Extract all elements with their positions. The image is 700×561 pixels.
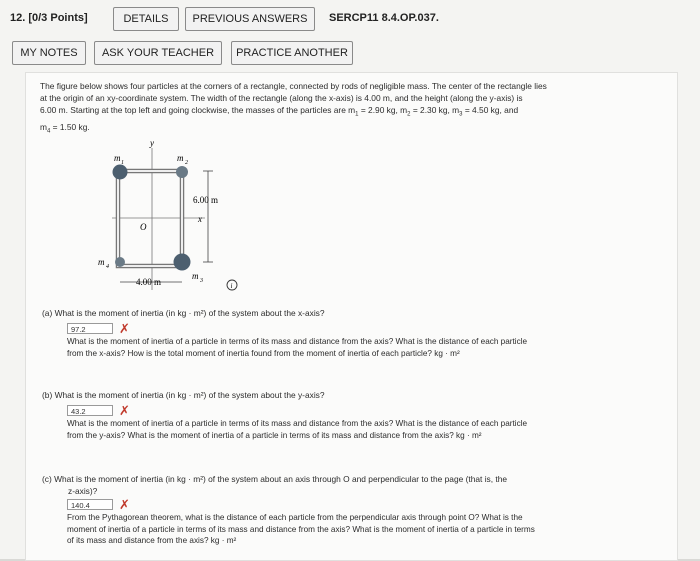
question-label: 12. [0/3 Points] bbox=[10, 12, 88, 24]
height-label: 6.00 m bbox=[193, 195, 219, 205]
part-b-hint: What is the moment of inertia of a particle in terms of its mass and distance from the axis? What is the distance of each particle from the y-axis? What is the moment of inertia of a particle in terms of its mass and distance from the axis? kg · m² bbox=[67, 419, 528, 440]
svg-text:2: 2 bbox=[185, 160, 188, 166]
origin-label: O bbox=[140, 222, 147, 232]
svg-text:i: i bbox=[230, 282, 233, 290]
ask-teacher-button[interactable]: ASK YOUR TEACHER bbox=[94, 41, 222, 65]
svg-text:4: 4 bbox=[106, 264, 109, 270]
svg-text:3: 3 bbox=[200, 278, 203, 284]
particle-m2 bbox=[176, 166, 188, 178]
part-a-answer-field[interactable]: 97.2 bbox=[67, 323, 113, 334]
y-axis-label: y bbox=[150, 138, 154, 148]
rod-frame-outer bbox=[118, 171, 182, 266]
rod-frame-inner bbox=[118, 171, 182, 266]
x-axis-label: x bbox=[198, 214, 202, 224]
part-c-answer-field[interactable]: 140.4 bbox=[67, 499, 113, 510]
problem-statement: The figure below shows four particles at the corners of a rectangle, connected by rods of negligible mass. The center of the rectangle lies at the origin of an xy-coordinate system. The width of the rectangle (along the x-axis) is 4.00 m, and the height (along the y-axis) is 6.00 m. Starting at the top left and going clockwise, the masses of the particles are $m_1 = 2.90$ kg, $m_2 = 2.30$ kg, $m_3 = 4.50$ kg, and $m_4 = 1.50$ kg. bbox=[40, 81, 547, 135]
practice-another-button[interactable]: PRACTICE ANOTHER bbox=[231, 41, 353, 65]
part-a-question: (a) What is the moment of inertia (in kg · m²) of the system about the x-axis? bbox=[42, 308, 325, 318]
width-label: 4.00 m bbox=[136, 277, 162, 287]
previous-answers-button[interactable]: PREVIOUS ANSWERS bbox=[185, 7, 315, 31]
part-b-question: (b) What is the moment of inertia (in kg · m²) of the system about the y-axis? bbox=[42, 390, 325, 400]
part-a-hint: What is the moment of inertia of a particle in terms of its mass and distance from the axis? What is the distance of each particle from the x-axis? How is the total moment of inertia found from the moment of inertia of each particle? kg · m² bbox=[67, 337, 528, 358]
m4-label: m bbox=[98, 257, 105, 267]
my-notes-button[interactable]: MY NOTES bbox=[12, 41, 86, 65]
particle-m3 bbox=[174, 254, 191, 271]
question-id: SERCP11 8.4.OP.037. bbox=[329, 12, 439, 24]
m2-label: m bbox=[177, 153, 184, 163]
part-b-answer-field[interactable]: 43.2 bbox=[67, 405, 113, 416]
part-c-question: (c) What is the moment of inertia (in kg · m²) of the system about an axis through O and perpendicular to the page (that is, the z-axis)? bbox=[42, 474, 508, 496]
wrong-icon: ✗ bbox=[119, 497, 130, 512]
m1-label: m bbox=[114, 153, 121, 163]
details-button[interactable]: DETAILS bbox=[113, 7, 179, 31]
part-c-hint: From the Pythagorean theorem, what is the distance of each particle from the perpendicular axis through point O? What is the moment of inertia of a particle in terms of its mass and distance from the axis? What is the moment of inertia of a particle in terms of its mass and distance from the axis? kg · m² bbox=[67, 513, 535, 545]
wrong-icon: ✗ bbox=[119, 321, 130, 336]
svg-text:1: 1 bbox=[121, 160, 124, 166]
particle-m1 bbox=[113, 165, 128, 180]
wrong-icon: ✗ bbox=[119, 403, 130, 418]
m3-label: m bbox=[192, 271, 199, 281]
particle-m4 bbox=[115, 257, 125, 267]
